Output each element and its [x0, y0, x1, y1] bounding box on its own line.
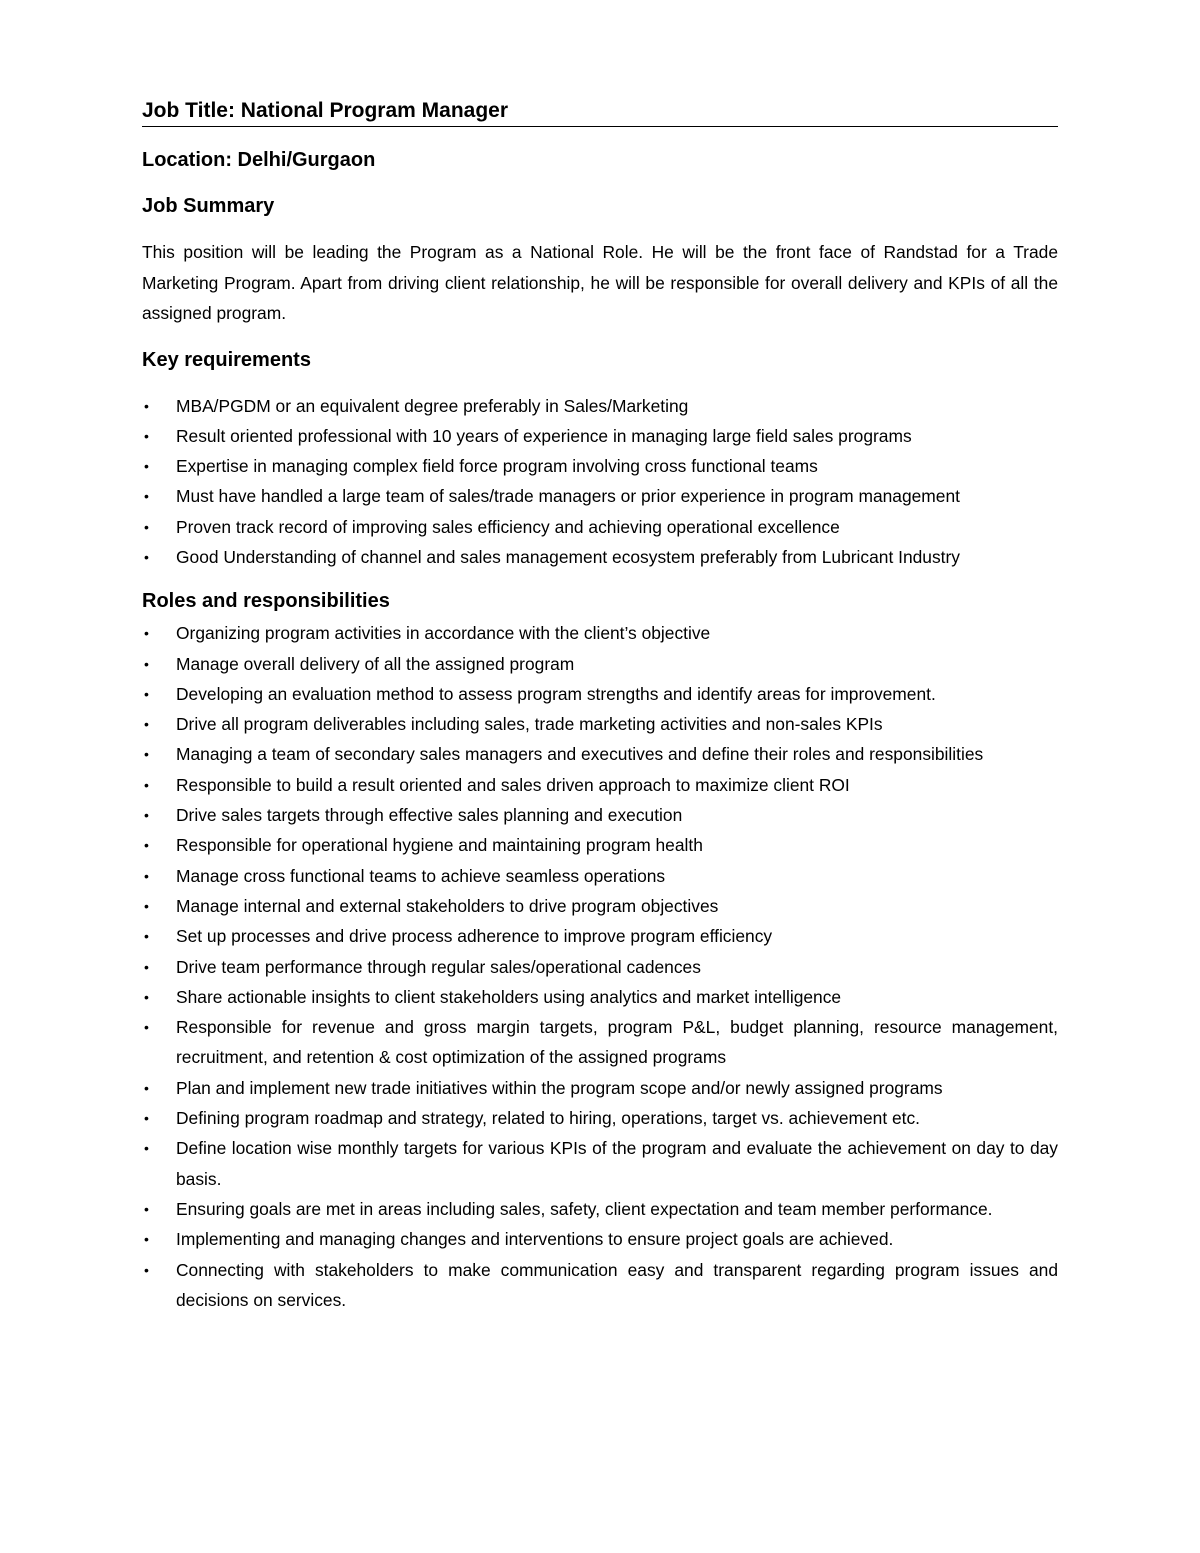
list-item [142, 739, 1058, 769]
list-item-text: Developing an evaluation method to assess program strengths and identify areas for improvement. [176, 683, 936, 704]
list-item-text: Expertise in managing complex field force program involving cross functional teams [176, 456, 818, 477]
bullet-icon: • [144, 427, 149, 444]
list-item-text: Responsible to build a result oriented and sales driven approach to maximize client ROI [176, 774, 850, 795]
bullet-icon: • [144, 518, 149, 535]
key-requirements-heading: Key requirements [142, 348, 311, 371]
bullet-icon: • [144, 716, 149, 733]
bullet-icon: • [144, 625, 149, 642]
list-item [142, 982, 1058, 1012]
list-item-text: Responsible for revenue and gross margin targets, program P&L, budget planning, resource management, recruitment, and retention & cost optimization of the assigned programs [176, 1017, 1058, 1068]
job-location: Location: Delhi/Gurgaon [142, 149, 376, 171]
bullet-icon: • [144, 837, 149, 854]
bullet-icon: • [144, 867, 149, 884]
list-item [142, 421, 1058, 451]
list-item [142, 1133, 1058, 1194]
list-item-text: Plan and implement new trade initiatives within the program scope and/or newly assigned programs [176, 1077, 943, 1098]
list-item-text: Set up processes and drive process adherence to improve program efficiency [176, 926, 773, 947]
bullet-icon: • [144, 897, 149, 914]
job-summary-text: This position will be leading the Program as a National Role. He will be the front face of Randstad for a Trade Marketing Program. Apart from driving client relationship, he will be responsible for overall delivery and KPIs of all the assigned program. [142, 242, 1058, 323]
list-item-text: Drive all program deliverables including sales, trade marketing activities and non-sales KPIs [176, 714, 883, 735]
job-summary-heading: Job Summary [142, 195, 275, 217]
list-item [142, 1255, 1058, 1316]
bullet-icon: • [144, 397, 149, 414]
list-item-text: Result oriented professional with 10 years of experience in managing large field sales programs [176, 425, 912, 446]
list-item-text: Connecting with stakeholders to make communication easy and transparent regarding program issues and decisions on services. [176, 1259, 1058, 1310]
list-item [142, 1224, 1058, 1254]
roles-heading: Roles and responsibilities [142, 590, 390, 613]
list-item [142, 861, 1058, 891]
job-title: Job Title: National Program Manager [142, 98, 1058, 127]
list-item [142, 679, 1058, 709]
list-item [142, 921, 1058, 951]
bullet-icon: • [144, 685, 149, 702]
bullet-icon: • [144, 655, 149, 672]
list-item [142, 649, 1058, 679]
list-item [142, 800, 1058, 830]
bullet-icon: • [144, 1140, 149, 1157]
list-item [142, 830, 1058, 860]
list-item-text: Proven track record of improving sales efficiency and achieving operational excellence [176, 516, 840, 537]
list-item [142, 512, 1058, 542]
list-item [142, 618, 1058, 648]
bullet-icon: • [144, 548, 149, 565]
bullet-icon: • [144, 776, 149, 793]
list-item [142, 709, 1058, 739]
list-item-text: Drive sales targets through effective sales planning and execution [176, 805, 683, 826]
bullet-icon: • [144, 1019, 149, 1036]
list-item-text: Drive team performance through regular sales/operational cadences [176, 956, 701, 977]
list-item-text: Manage overall delivery of all the assigned program [176, 653, 575, 674]
list-item [142, 391, 1058, 421]
list-item-text: Manage internal and external stakeholders to drive program objectives [176, 895, 719, 916]
list-item [142, 770, 1058, 800]
bullet-icon: • [144, 988, 149, 1005]
key-requirements-list [142, 391, 1058, 573]
list-item [142, 1073, 1058, 1103]
bullet-icon: • [144, 1231, 149, 1248]
bullet-icon: • [144, 458, 149, 475]
list-item [142, 542, 1058, 572]
list-item-text: Define location wise monthly targets for various KPIs of the program and evaluate the achievement on day to day basis. [176, 1138, 1058, 1189]
list-item-text: Manage cross functional teams to achieve seamless operations [176, 865, 666, 886]
bullet-icon: • [144, 1110, 149, 1127]
list-item [142, 1012, 1058, 1073]
list-item-text: Managing a team of secondary sales managers and executives and define their roles and responsibilities [176, 744, 984, 765]
bullet-icon: • [144, 746, 149, 763]
list-item [142, 1103, 1058, 1133]
list-item-text: Defining program roadmap and strategy, related to hiring, operations, target vs. achievement etc. [176, 1108, 921, 1129]
list-item-text: Share actionable insights to client stakeholders using analytics and market intelligence [176, 986, 842, 1007]
bullet-icon: • [144, 1079, 149, 1096]
list-item [142, 481, 1058, 511]
list-item [142, 952, 1058, 982]
bullet-icon: • [144, 1200, 149, 1217]
list-item-text: Good Understanding of channel and sales management ecosystem preferably from Lubricant Industry [176, 546, 960, 567]
list-item [142, 451, 1058, 481]
bullet-icon: • [144, 807, 149, 824]
bullet-icon: • [144, 958, 149, 975]
list-item [142, 1194, 1058, 1224]
list-item-text: Must have handled a large team of sales/trade managers or prior experience in program management [176, 486, 960, 507]
list-item [142, 891, 1058, 921]
bullet-icon: • [144, 488, 149, 505]
list-item-text: Responsible for operational hygiene and maintaining program health [176, 835, 703, 856]
bullet-icon: • [144, 928, 149, 945]
list-item-text: MBA/PGDM or an equivalent degree preferably in Sales/Marketing [176, 395, 689, 416]
list-item-text: Ensuring goals are met in areas including sales, safety, client expectation and team member performance. [176, 1198, 993, 1219]
list-item-text: Implementing and managing changes and interventions to ensure project goals are achieved. [176, 1229, 894, 1250]
roles-list [142, 618, 1058, 1315]
list-item-text: Organizing program activities in accordance with the client’s objective [176, 623, 711, 644]
bullet-icon: • [144, 1261, 149, 1278]
